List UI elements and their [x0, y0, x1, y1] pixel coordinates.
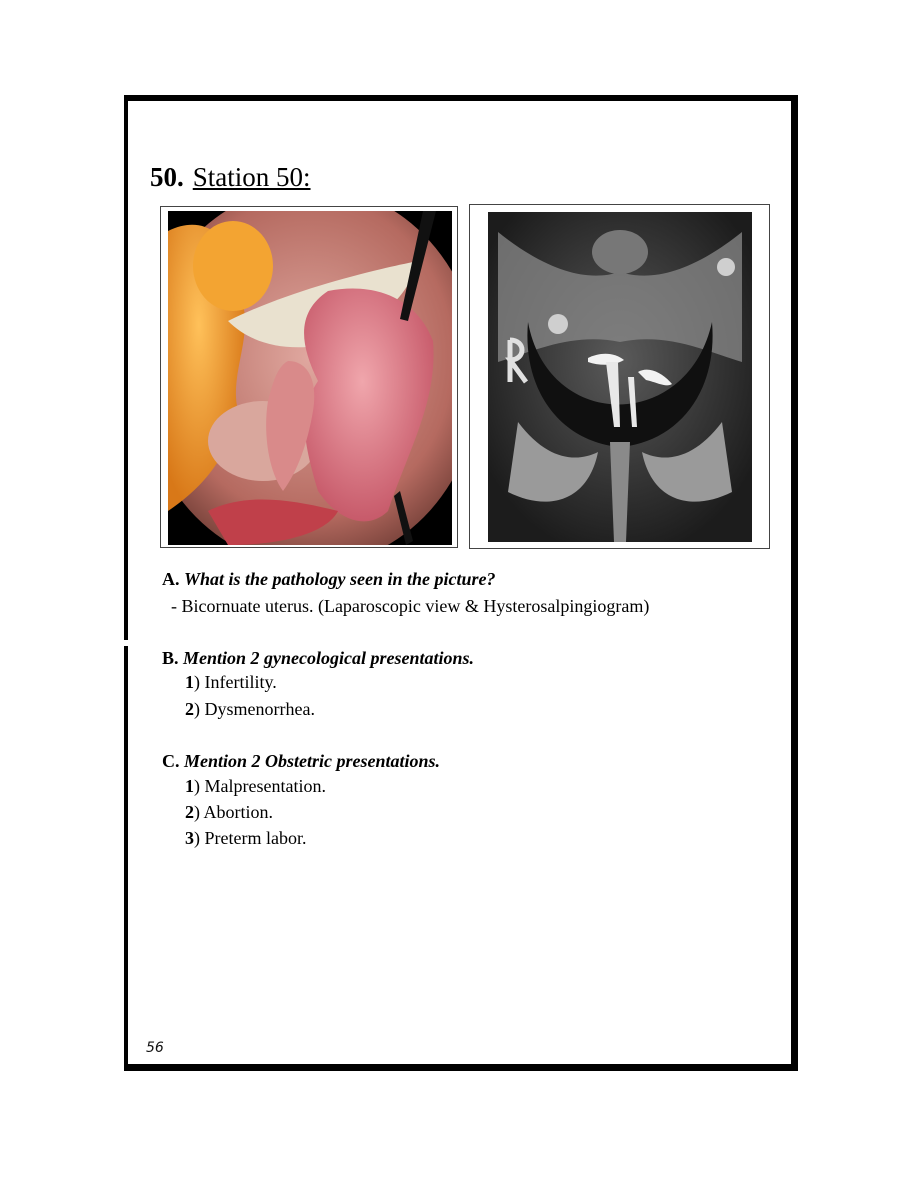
item-text: ) Preterm labor.	[194, 828, 307, 848]
page-number: 56	[146, 1040, 164, 1056]
question-c	[162, 750, 440, 772]
item-number: 1	[185, 672, 194, 692]
answer-c-item	[185, 801, 273, 823]
question-b-text: Mention 2 gynecological presentations.	[183, 648, 475, 668]
hsg-xray	[488, 212, 752, 542]
border-gap	[122, 640, 130, 646]
question-c-letter: C.	[162, 751, 180, 771]
question-a-text: What is the pathology seen in the picture?	[184, 569, 496, 589]
item-text: ) Abortion.	[194, 802, 273, 822]
question-a-letter: A.	[162, 569, 180, 589]
answer-a: - Bicornuate uterus. (Laparoscopic view & Hysterosalpingiogram)	[171, 596, 650, 616]
item-text: ) Malpresentation.	[194, 776, 326, 796]
item-number: 3	[185, 828, 194, 848]
item-number: 1	[185, 776, 194, 796]
answer-c-item	[185, 827, 306, 849]
station-title: Station 50:	[192, 162, 311, 192]
question-b-letter: B.	[162, 648, 179, 668]
item-number: 2	[185, 802, 194, 822]
laparoscopy-image	[160, 206, 458, 548]
station-number: 50.	[150, 162, 184, 192]
laparoscopy-photo	[168, 211, 452, 545]
answer-b-item	[185, 698, 315, 720]
question-c-text: Mention 2 Obstetric presentations.	[184, 751, 441, 771]
item-number: 2	[185, 699, 194, 719]
answer-c-item	[185, 775, 326, 797]
question-a	[162, 568, 496, 590]
answer-b-item	[185, 671, 277, 693]
question-b	[162, 647, 474, 669]
item-text: ) Dysmenorrhea.	[194, 699, 315, 719]
station-heading	[150, 160, 311, 194]
hsg-image	[469, 204, 770, 549]
item-text: ) Infertility.	[194, 672, 277, 692]
